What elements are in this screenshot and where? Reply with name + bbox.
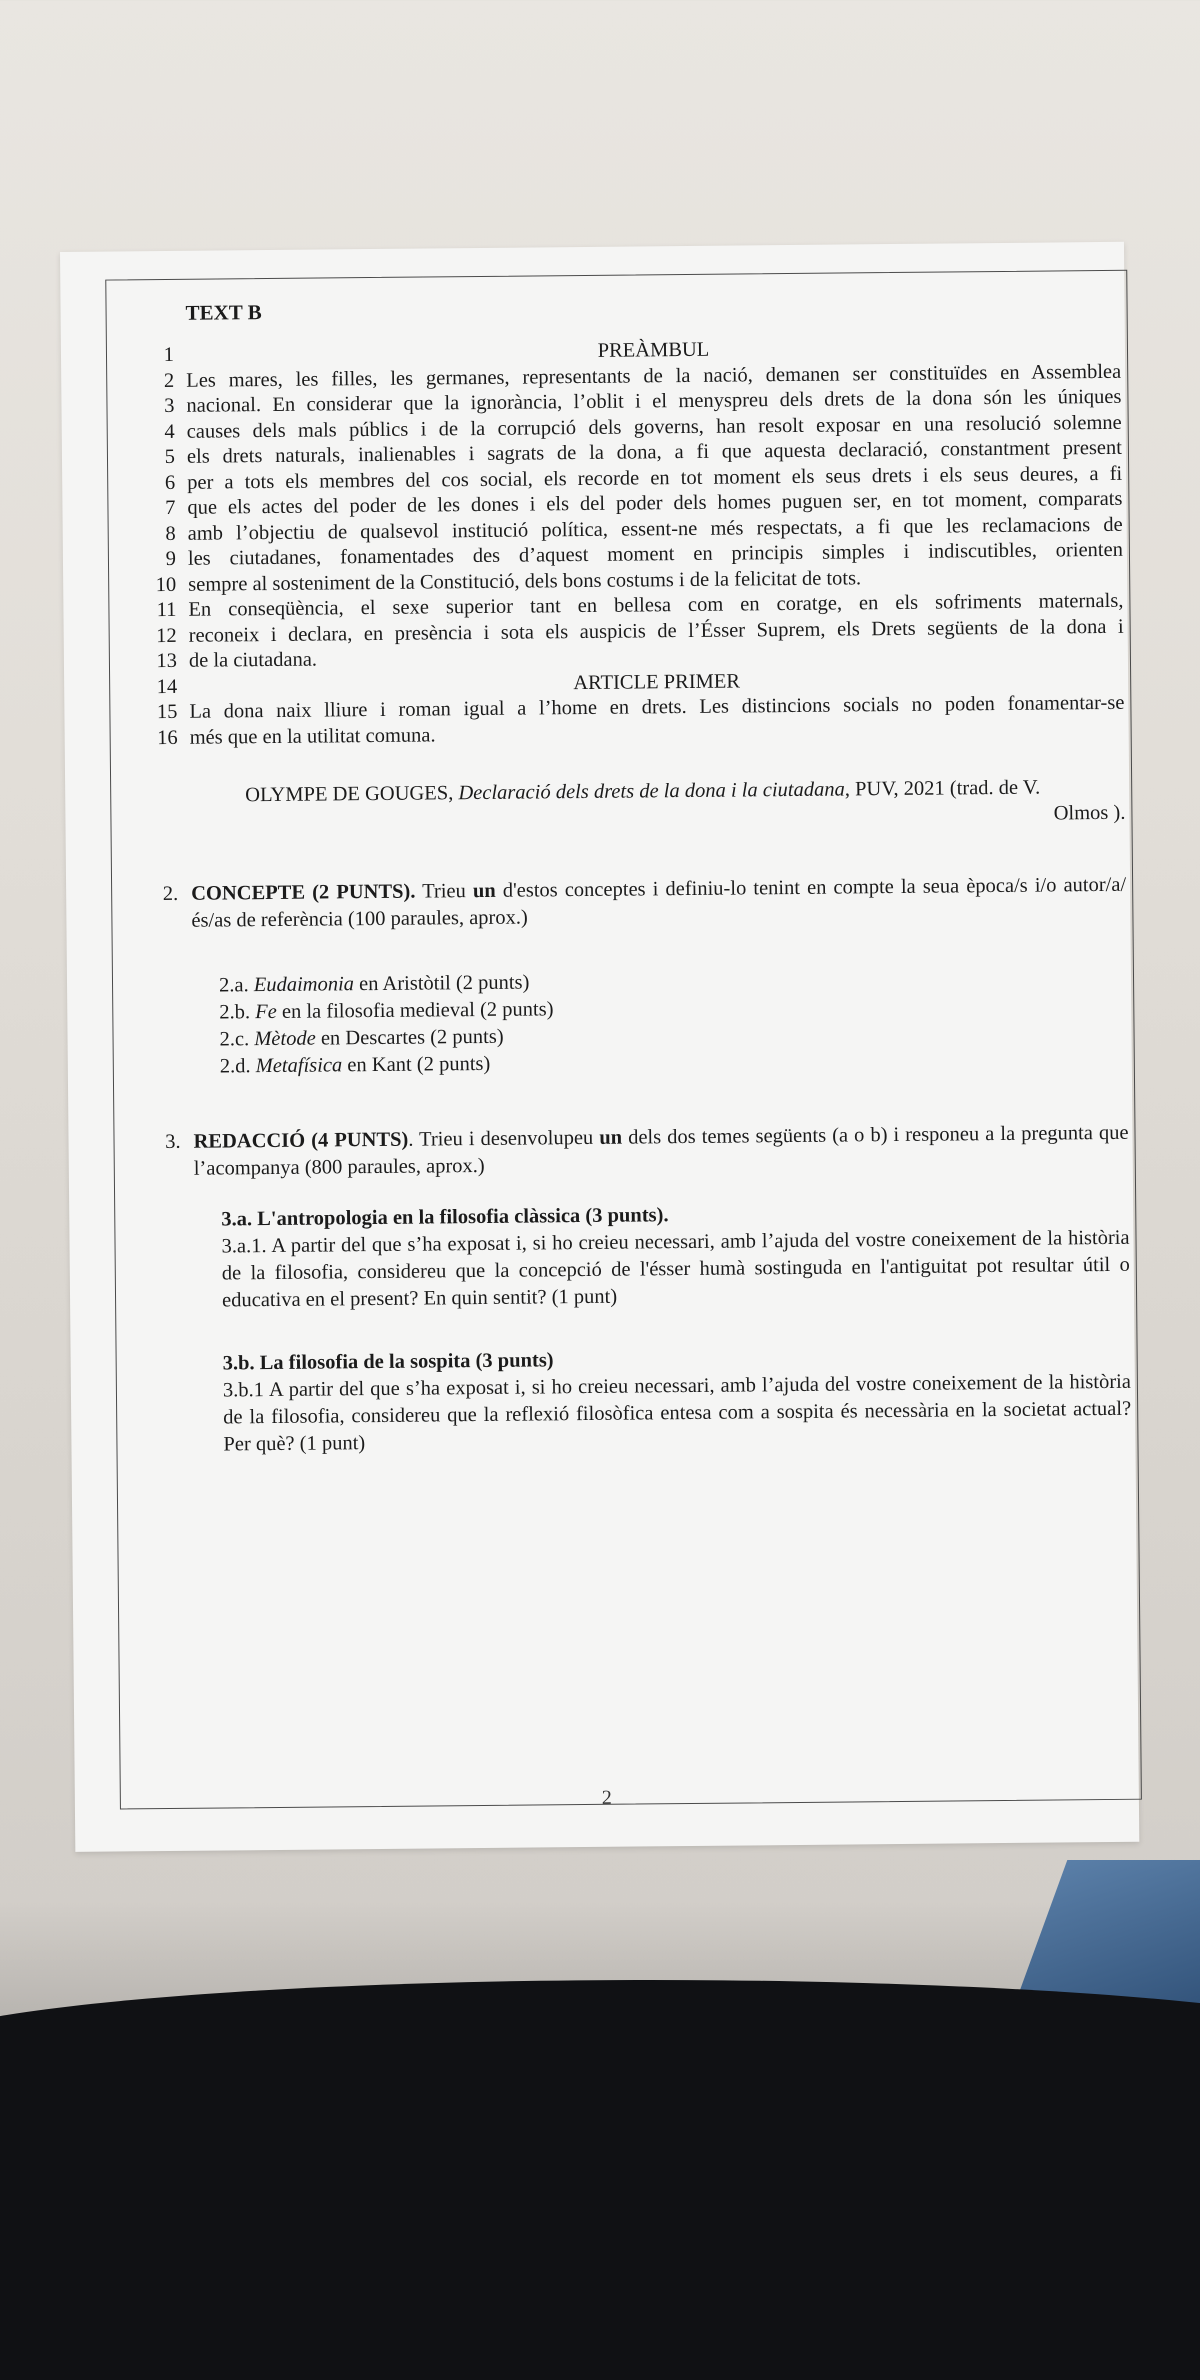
option-prefix: 2.a.	[218, 974, 254, 997]
question-2-text-b: d'estos conceptes i definiu-lo tenint en compte la seua època/s i/o autor/a/és/as de referència (100 paraules, aprox.)	[191, 873, 1127, 932]
option-suffix: en Kant (2 punts)	[342, 1052, 491, 1077]
line-number: 2	[163, 369, 175, 392]
line-text: En conseqüència, el sexe superior tant en bellesa com en coratge, en els sofriments maternals,	[188, 589, 1124, 621]
section-heading: ARTICLE PRIMER	[573, 669, 741, 694]
line-text: La dona naix lliure i roman igual a l’home en drets. Les distincions socials no poden fonamentar-se	[189, 691, 1125, 723]
option-term: Fe	[255, 1000, 277, 1024]
line-number: 4	[164, 420, 175, 443]
topic-3b	[223, 1342, 1132, 1459]
line-number: 9	[165, 547, 177, 570]
line-text: Les mares, les filles, les germanes, representants de la nació, demanen ser constituïdes en Assemblea	[186, 360, 1122, 392]
line-number: 12	[156, 624, 177, 647]
line-number: 6	[164, 471, 176, 494]
question-3-text-a: . Trieu i desenvolupeu	[408, 1126, 600, 1151]
option-term: Mètode	[254, 1027, 316, 1051]
question-3-text-b: dels dos temes següents (a o b) i responeu a la pregunta que l’acompanya (800 paraules, aprox.)	[193, 1121, 1129, 1180]
option-prefix: 2.b.	[219, 1001, 256, 1024]
question-3-un: un	[599, 1126, 623, 1149]
line-number: 14	[156, 675, 178, 698]
topic-3a-question: 3.a.1. A partir del que s’ha exposat i, si ho creieu necessari, amb l’ajuda del vostre coneixement de la història de la filosofia, considereu que la concepció de l'ésser humà sostinguda en l'antiguitat pot resultar útil o educativa en el present? En quin sentit? (1 punt)	[221, 1226, 1130, 1312]
table-edge	[0, 1980, 1200, 2380]
citation-work: Declaració dels drets de la dona i la ciutadana	[458, 778, 845, 805]
line-number: 7	[165, 496, 176, 520]
line-number: 11	[156, 598, 177, 622]
line-text: més que en la utilitat comuna.	[189, 723, 436, 749]
line-text: per a tots els membres del cos social, els recorde en tot moment els seus drets i els seus deures, a fi	[187, 462, 1123, 494]
concept-options	[219, 964, 1120, 1081]
topic-3a-title: 3.a. L'antropologia en la filosofia clàssica (3 punts).	[221, 1204, 669, 1231]
topic-3a	[221, 1198, 1130, 1315]
question-3-text	[193, 1120, 1128, 1183]
topic-3b-question: 3.b.1 A partir del que s’ha exposat i, si ho creieu necessari, amb l’ajuda del vostre coneixement de la història de la filosofia, considereu que la reflexió filosòfica entesa com a sospita és necessària en la societat actual? Per què? (1 punt)	[222, 1370, 1132, 1456]
text-label: TEXT B	[185, 300, 262, 325]
question-2-text-a: Trieu	[415, 880, 473, 903]
question-2-un: un	[472, 879, 496, 903]
line-number: 10	[155, 573, 177, 596]
line-text: amb l’objectiu de qualsevol institució política, essent-ne més respectats, a fi que les reclamacions de	[187, 513, 1123, 545]
numbered-text	[121, 334, 1125, 752]
question-3-number: 3.	[165, 1130, 181, 1154]
option-prefix: 2.d.	[219, 1055, 256, 1078]
page-number: 2	[601, 1786, 612, 1809]
topic-3b-title: 3.b. La filosofia de la sospita (3 punts)	[222, 1349, 554, 1375]
line-text: que els actes del poder de les dones i els del poder dels homes puguen ser, en tot moment, comparats	[187, 487, 1123, 519]
line-text: les ciutadanes, fonamentades des d’aquest moment en principis simples i indiscutibles, orienten	[187, 538, 1124, 570]
question-2-number: 2.	[162, 882, 179, 906]
line-text: reconeix i declara, en presència i sota els auspicis de l’Ésser Suprem, els Drets següents de la dona i	[188, 615, 1124, 647]
line-number: 5	[164, 445, 176, 469]
option-suffix: en Aristòtil (2 punts)	[353, 971, 530, 996]
line-number: 16	[157, 726, 178, 749]
option-term: Eudaimonia	[253, 973, 355, 997]
question-2-title: CONCEPTE (2 PUNTS).	[191, 880, 416, 905]
section-heading: PREÀMBUL	[597, 338, 710, 362]
line-text: sempre al sosteniment de la Constitució, dels bons costums i de la felicitat de tots.	[188, 566, 862, 596]
citation-line2: Olmos ).	[1053, 801, 1126, 825]
citation-rest: , PUV, 2021 (trad. de V.	[844, 776, 1041, 801]
option-term: Metafísica	[255, 1054, 343, 1078]
question-3-title: REDACCIÓ (4 PUNTS)	[193, 1128, 409, 1153]
line-number: 15	[156, 700, 178, 724]
line-text: causes dels mals públics i de la corrupció dels governs, han resolt exposar en una resolució solemne	[186, 411, 1122, 443]
line-number: 13	[156, 649, 178, 673]
line-number: 8	[165, 522, 176, 545]
citation	[245, 774, 1125, 834]
option-suffix: en la filosofia medieval (2 punts)	[276, 998, 554, 1023]
line-number: 3	[164, 394, 175, 418]
citation-author: OLYMPE DE GOUGES,	[245, 782, 459, 807]
question-2-text	[191, 872, 1126, 935]
line-text: de la ciutadana.	[188, 648, 318, 672]
option-prefix: 2.c.	[219, 1028, 255, 1051]
line-text: els drets naturals, inalienables i sagrats de la dona, a fi que aquesta declaració, constantment present	[186, 436, 1123, 468]
line-number: 1	[163, 343, 175, 367]
option-suffix: en Descartes (2 punts)	[315, 1025, 504, 1050]
line-text: nacional. En considerar que la ignorància, l’oblit i el menyspreu dels drets de la dona són les úniques	[186, 385, 1122, 417]
exam-page	[60, 242, 1139, 1852]
